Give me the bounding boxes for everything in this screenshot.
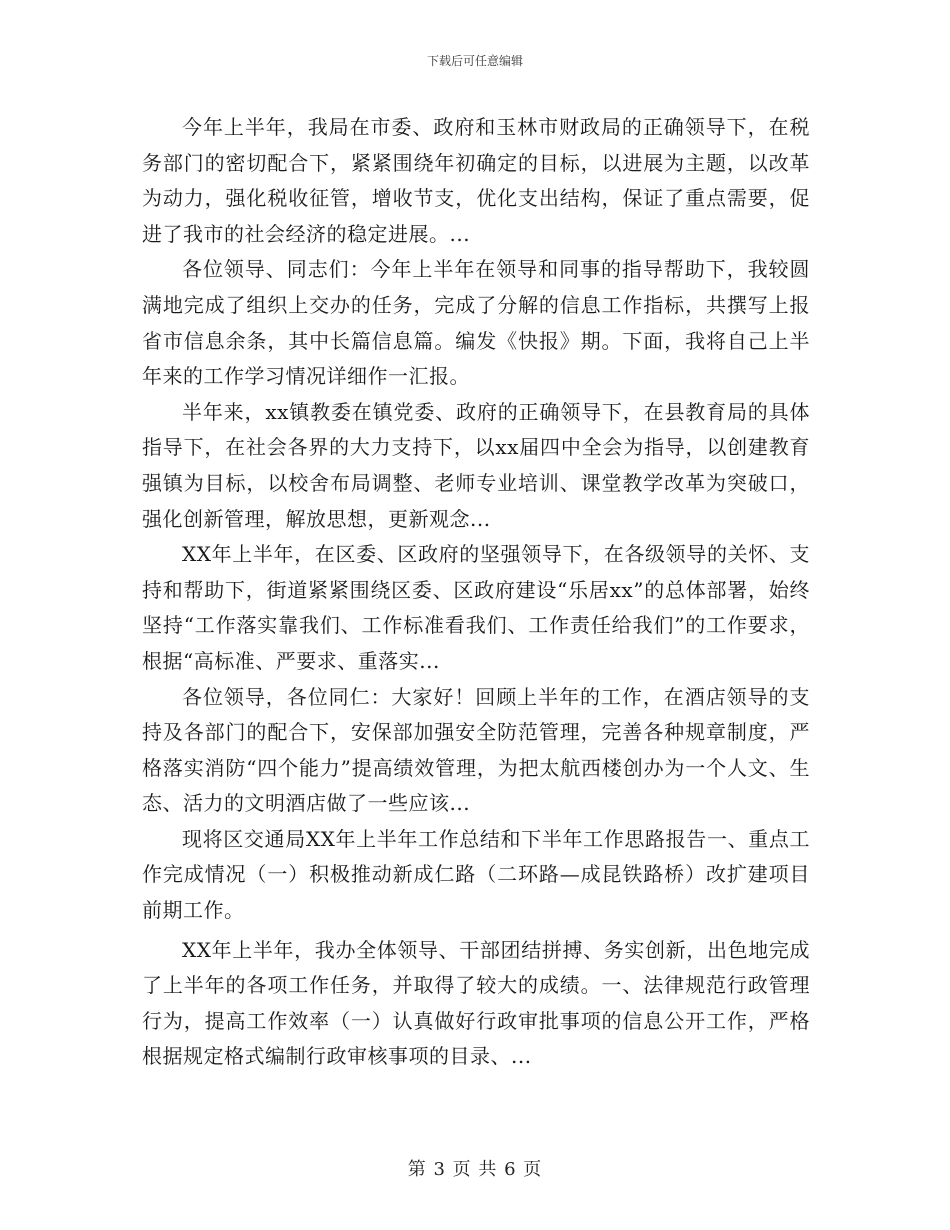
paragraph-6: 现将区交通局XX年上半年工作总结和下半年工作思路报告一、重点工作完成情况（一）积极推动新成仁路（二环路—成昆铁路桥）改扩建项目前期工作。 [142,826,810,923]
paragraph-1: 今年上半年，我局在市委、政府和玉林市财政局的正确领导下，在税务部门的密切配合下，紧紧围绕年初确定的目标，以进展为主题，以改革为动力，强化税收征管，增收节支，优化支出结构，保证了重点需要，促进了我市的社会经济的稳定进展。... [142,115,810,246]
paragraph-3: 半年来，xx镇教委在镇党委、政府的正确领导下，在县教育局的具体指导下，在社会各界的大力支持下，以xx届四中全会为指导，以创建教育强镇为目标，以校舍布局调整、老师专业培训、课堂教学改革为突破口，强化创新管理，解放思想，更新观念... [142,399,810,531]
paragraph-2: 各位领导、同志们：今年上半年在领导和同事的指导帮助下，我较圆满地完成了组织上交办的任务，完成了分解的信息工作指标，共撰写上报省市信息余条，其中长篇信息篇。编发《快报》期。下面，我将自己上半年来的工作学习情况详细作一汇报。 [142,257,810,389]
document-body [142,110,810,1075]
paragraph-7: XX年上半年，我办全体领导、干部团结拼搏、务实创新，出色地完成了上半年的各项工作任务，并取得了较大的成绩。一、法律规范行政管理行为，提高工作效率（一）认真做好行政审批事项的信息公开工作，严格根据规定格式编制行政审核事项的目录、... [142,937,810,1069]
paragraph-5: 各位领导，各位同仁：大家好！回顾上半年的工作，在酒店领导的支持及各部门的配合下，安保部加强安全防范管理，完善各种规章制度，严格落实消防“四个能力”提高绩效管理，为把太航西楼创办为一个人文、生态、活力的文明酒店做了一些应该... [142,684,810,816]
paragraph-4: XX年上半年，在区委、区政府的坚强领导下，在各级领导的关怀、支持和帮助下，街道紧紧围绕区委、区政府建设“乐居xx”的总体部署，始终坚持“工作落实靠我们、工作标准看我们、工作责任给我们”的工作要求，根据“高标准、严要求、重落实... [142,542,810,673]
page-number-footer: 第 3 页 共 6 页 [407,1159,543,1180]
page-header: 下载后可任意编辑 [426,54,523,68]
